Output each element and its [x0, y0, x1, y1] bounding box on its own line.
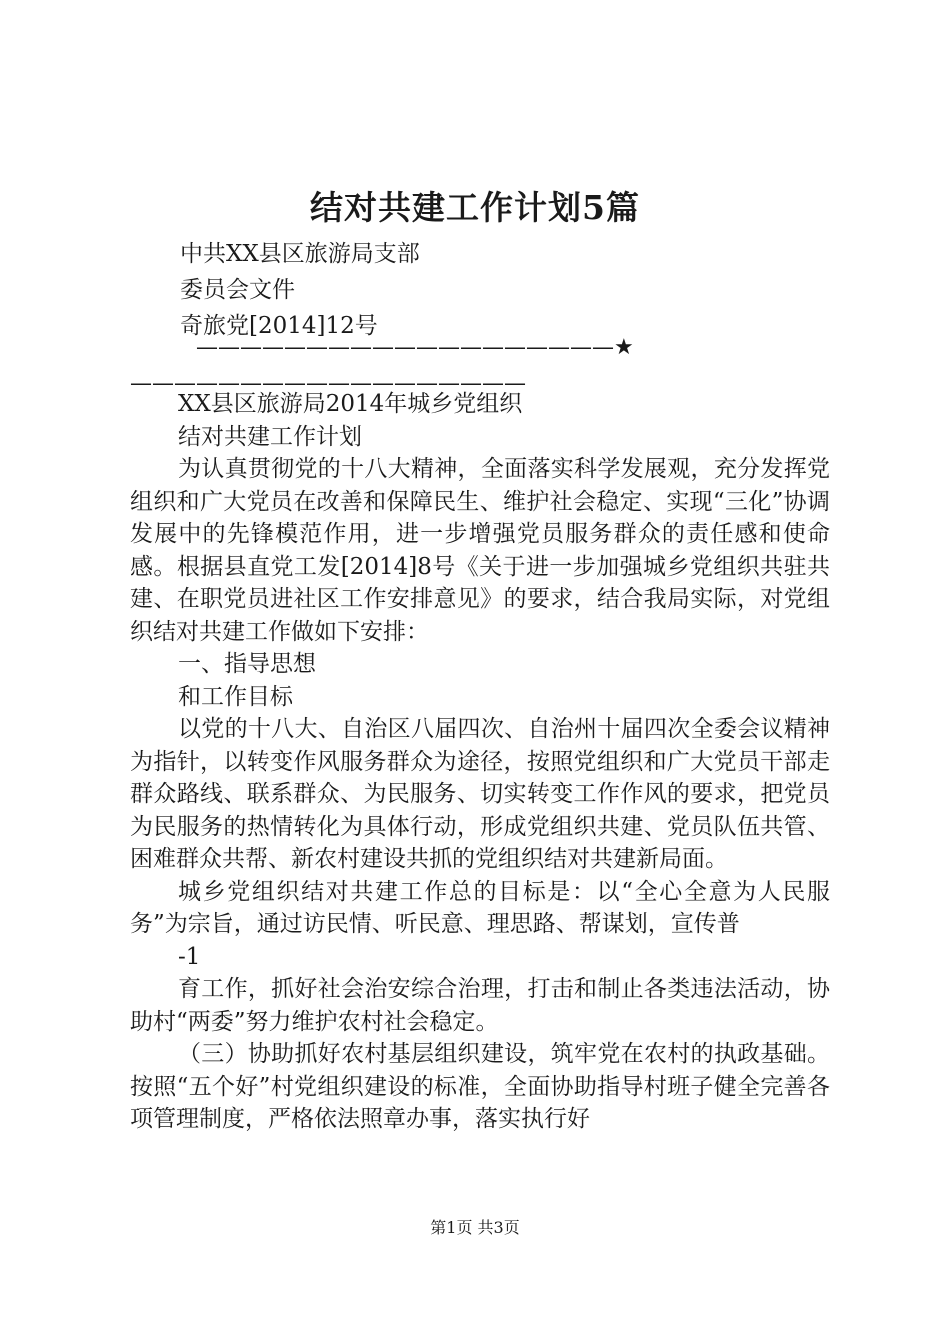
- paragraph-overall-goal: 城乡党组织结对共建工作总的目标是：以“全心全意为人民服务”为宗旨，通过访民情、听民意、理思路、帮谋划，宣传普: [130, 878, 830, 937]
- subtitle-line-2: 结对共建工作计划: [178, 423, 362, 450]
- paragraph-intro: 为认真贯彻党的十八大精神，全面落实科学发展观，充分发挥党组织和广大党员在改善和保障民生、维护社会稳定、实现“三化”协调发展中的先锋模范作用，进一步增强党员服务群众的责任感和使命感。根据县直党工发[2014]8号《关于进一步加强城乡党组织共驻共建、在职党员进社区工作安排意见》的要求，结合我局实际，对党组织结对共建工作做如下安排：: [130, 456, 830, 645]
- header-line-file-type: 委员会文件: [180, 277, 295, 303]
- section-heading-1: 一、指导思想: [178, 651, 316, 677]
- subtitle-line-1: XX县区旅游局2014年城乡党组织: [178, 391, 523, 417]
- section-heading-1-cont: 和工作目标: [178, 683, 293, 710]
- document-body: [130, 388, 830, 1136]
- document-header: [180, 236, 420, 344]
- paragraph-continued: 育工作，抓好社会治安综合治理，打击和制止各类违法活动，协助村“两委”努力维护农村社会稳定。: [130, 976, 830, 1035]
- separator-text: ———————————————————★——————————————————: [130, 335, 634, 396]
- inline-page-marker: -1: [178, 943, 201, 970]
- paragraph-guiding-thought: 以党的十八大、自治区八届四次、自治州十届四次全委会议精神为指针，以转变作风服务群众为途径，按照党组织和广大党员干部走群众路线、联系群众、为民服务、切实转变工作作风的要求，把党员为民服务的热情转化为具体行动，形成党组织共建、党员队伍共管、困难群众共帮、新农村建设共抓的党组织结对共建新局面。: [130, 716, 830, 872]
- paragraph-section-3: （三）协助抓好农村基层组织建设，筑牢党在农村的执政基础。按照“五个好”村党组织建设的标准，全面协助指导村班子健全完善各项管理制度，严格依法照章办事，落实执行好: [130, 1041, 830, 1132]
- page-footer: 第1页 共3页: [430, 1218, 520, 1237]
- header-line-issuer: 中共XX县区旅游局支部: [180, 241, 420, 267]
- header-line-file-number: 奇旅党[2014]12号: [180, 313, 378, 339]
- document-title: 结对共建工作计划5篇: [310, 188, 640, 227]
